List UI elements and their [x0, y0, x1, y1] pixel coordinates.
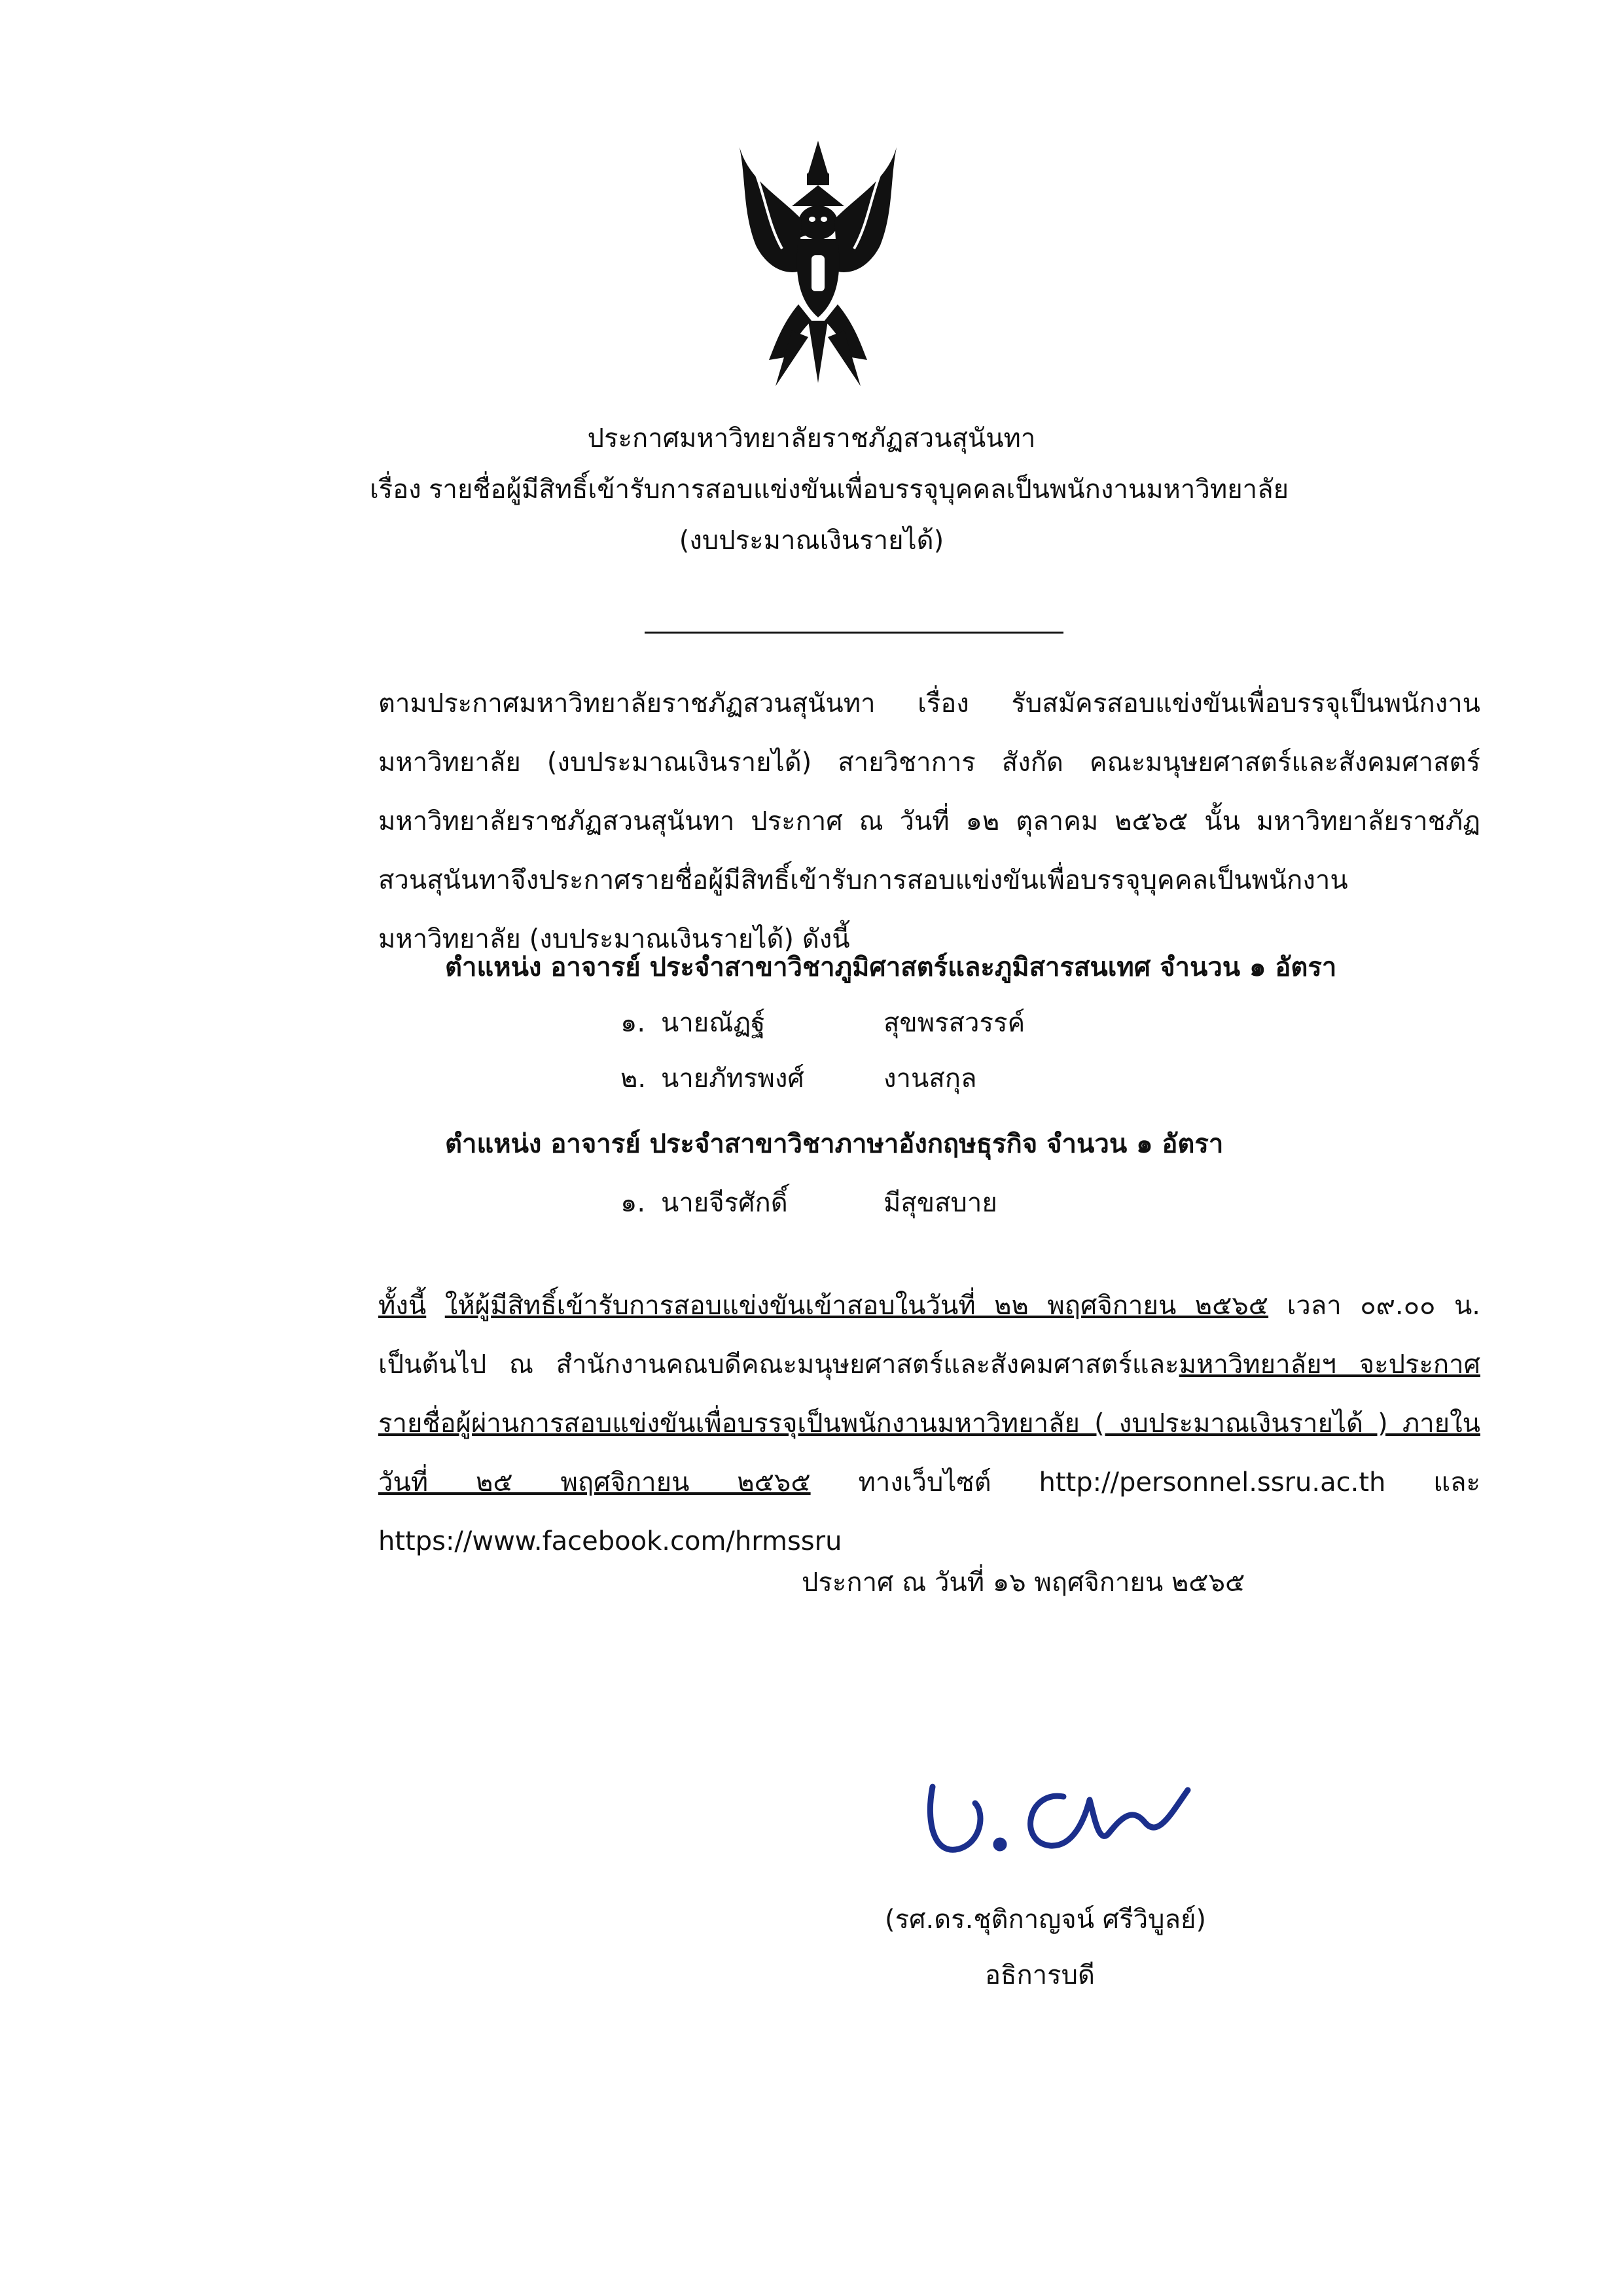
signature: [913, 1741, 1201, 1872]
notice-time: เวลา ๐๙.๐๐ น. เป็นต้นไป ณ สำนักงานคณบดีคณะมนุษยศาสตร์และสังคมศาสตร์และ: [378, 1291, 1480, 1380]
garuda-emblem-icon: [730, 134, 906, 389]
position-heading: ตำแหน่ง อาจารย์ ประจำสาขาวิชาภาษาอังกฤษธุรกิจ จำนวน ๑ อัตรา: [445, 1129, 1224, 1159]
subject-text: รายชื่อผู้มีสิทธิ์เข้ารับการสอบแข่งขันเพื่อบรรจุบุคคลเป็นพนักงานมหาวิทยาลัย: [429, 475, 1289, 505]
position-heading: ตำแหน่ง อาจารย์ ประจำสาขาวิชาภูมิศาสตร์และภูมิสารสนเทศ จำนวน ๑ อัตรา: [445, 952, 1337, 982]
candidate-last-name: สุขพรสวรรค์: [883, 1008, 1026, 1038]
signer-name: (รศ.ดร.ชุติกาญจน์ ศรีวิบูลย์): [885, 1905, 1207, 1935]
candidate-last-name: งานสกุล: [883, 1064, 977, 1094]
intro-paragraph: [234, 674, 1480, 969]
candidate-first-name: นายจีรศักดิ์: [661, 1188, 788, 1218]
notice-exam-date: ให้ผู้มีสิทธิ์เข้ารับการสอบแข่งขันเข้าสอบในวันที่ ๒๒ พฤศจิกายน ๒๕๖๕: [444, 1291, 1269, 1321]
candidate-last-name: มีสุขสบาย: [883, 1188, 997, 1218]
notice-result: มหาวิทยาลัยฯ จะประกาศรายชื่อผู้ผ่านการสอบแข่งขันเพื่อบรรจุเป็นพนักงานมหาวิทยาลัย ( งบประมาณเงินรายได้ ) ภายในวันที่ ๒๕ พฤศจิกายน ๒๕๖๕: [378, 1350, 1480, 1498]
candidate-number: ๑.: [620, 1188, 646, 1218]
announcement-date: ประกาศ ณ วันที่ ๑๖ พฤศจิกายน ๒๕๖๕: [802, 1568, 1245, 1598]
candidate-first-name: นายภัทรพงศ์: [661, 1064, 804, 1094]
subject-label: เรื่อง: [370, 475, 421, 505]
notice-lead: ทั้งนี้: [378, 1291, 427, 1321]
notice-text: [234, 1276, 1480, 1571]
candidate-first-name: นายณัฏฐ์: [661, 1008, 766, 1038]
document-title: ประกาศมหาวิทยาลัยราชภัฏสวนสุนันทา: [587, 423, 1036, 454]
notice-paragraph: [234, 1276, 1480, 1571]
candidate-number: ๑.: [620, 1008, 646, 1038]
intro-text: ตามประกาศมหาวิทยาลัยราชภัฏสวนสุนันทา เรื่อง รับสมัครสอบแข่งขันเพื่อบรรจุเป็นพนักงานมหาวิทยาลัย (งบประมาณเงินรายได้) สายวิชาการ สังกัด คณะมนุษยศาสตร์และสังคมศาสตร์ มหาวิทยาลัยราชภัฏสวนสุนันทา ประกาศ ณ วันที่ ๑๒ ตุลาคม ๒๕๖๕ นั้น มหาวิทยาลัยราชภัฏสวนสุนันทาจึงประกาศรายชื่อผู้มีสิทธิ์เข้ารับการสอบแข่งขันเพื่อบรรจุบุคคลเป็นพนักงานมหาวิทยาลัย (งบประมาณเงินรายได้) ดังนี้: [378, 689, 1480, 954]
signer-title: อธิการบดี: [985, 1960, 1095, 1990]
notice-channels: ทางเว็บไซต์ http://personnel.ssru.ac.th และ https://www.facebook.com/hrmssru: [378, 1467, 1481, 1556]
candidate-number: ๒.: [620, 1064, 647, 1094]
subject-note: (งบประมาณเงินรายได้): [679, 526, 944, 556]
title-divider: [645, 632, 1063, 634]
